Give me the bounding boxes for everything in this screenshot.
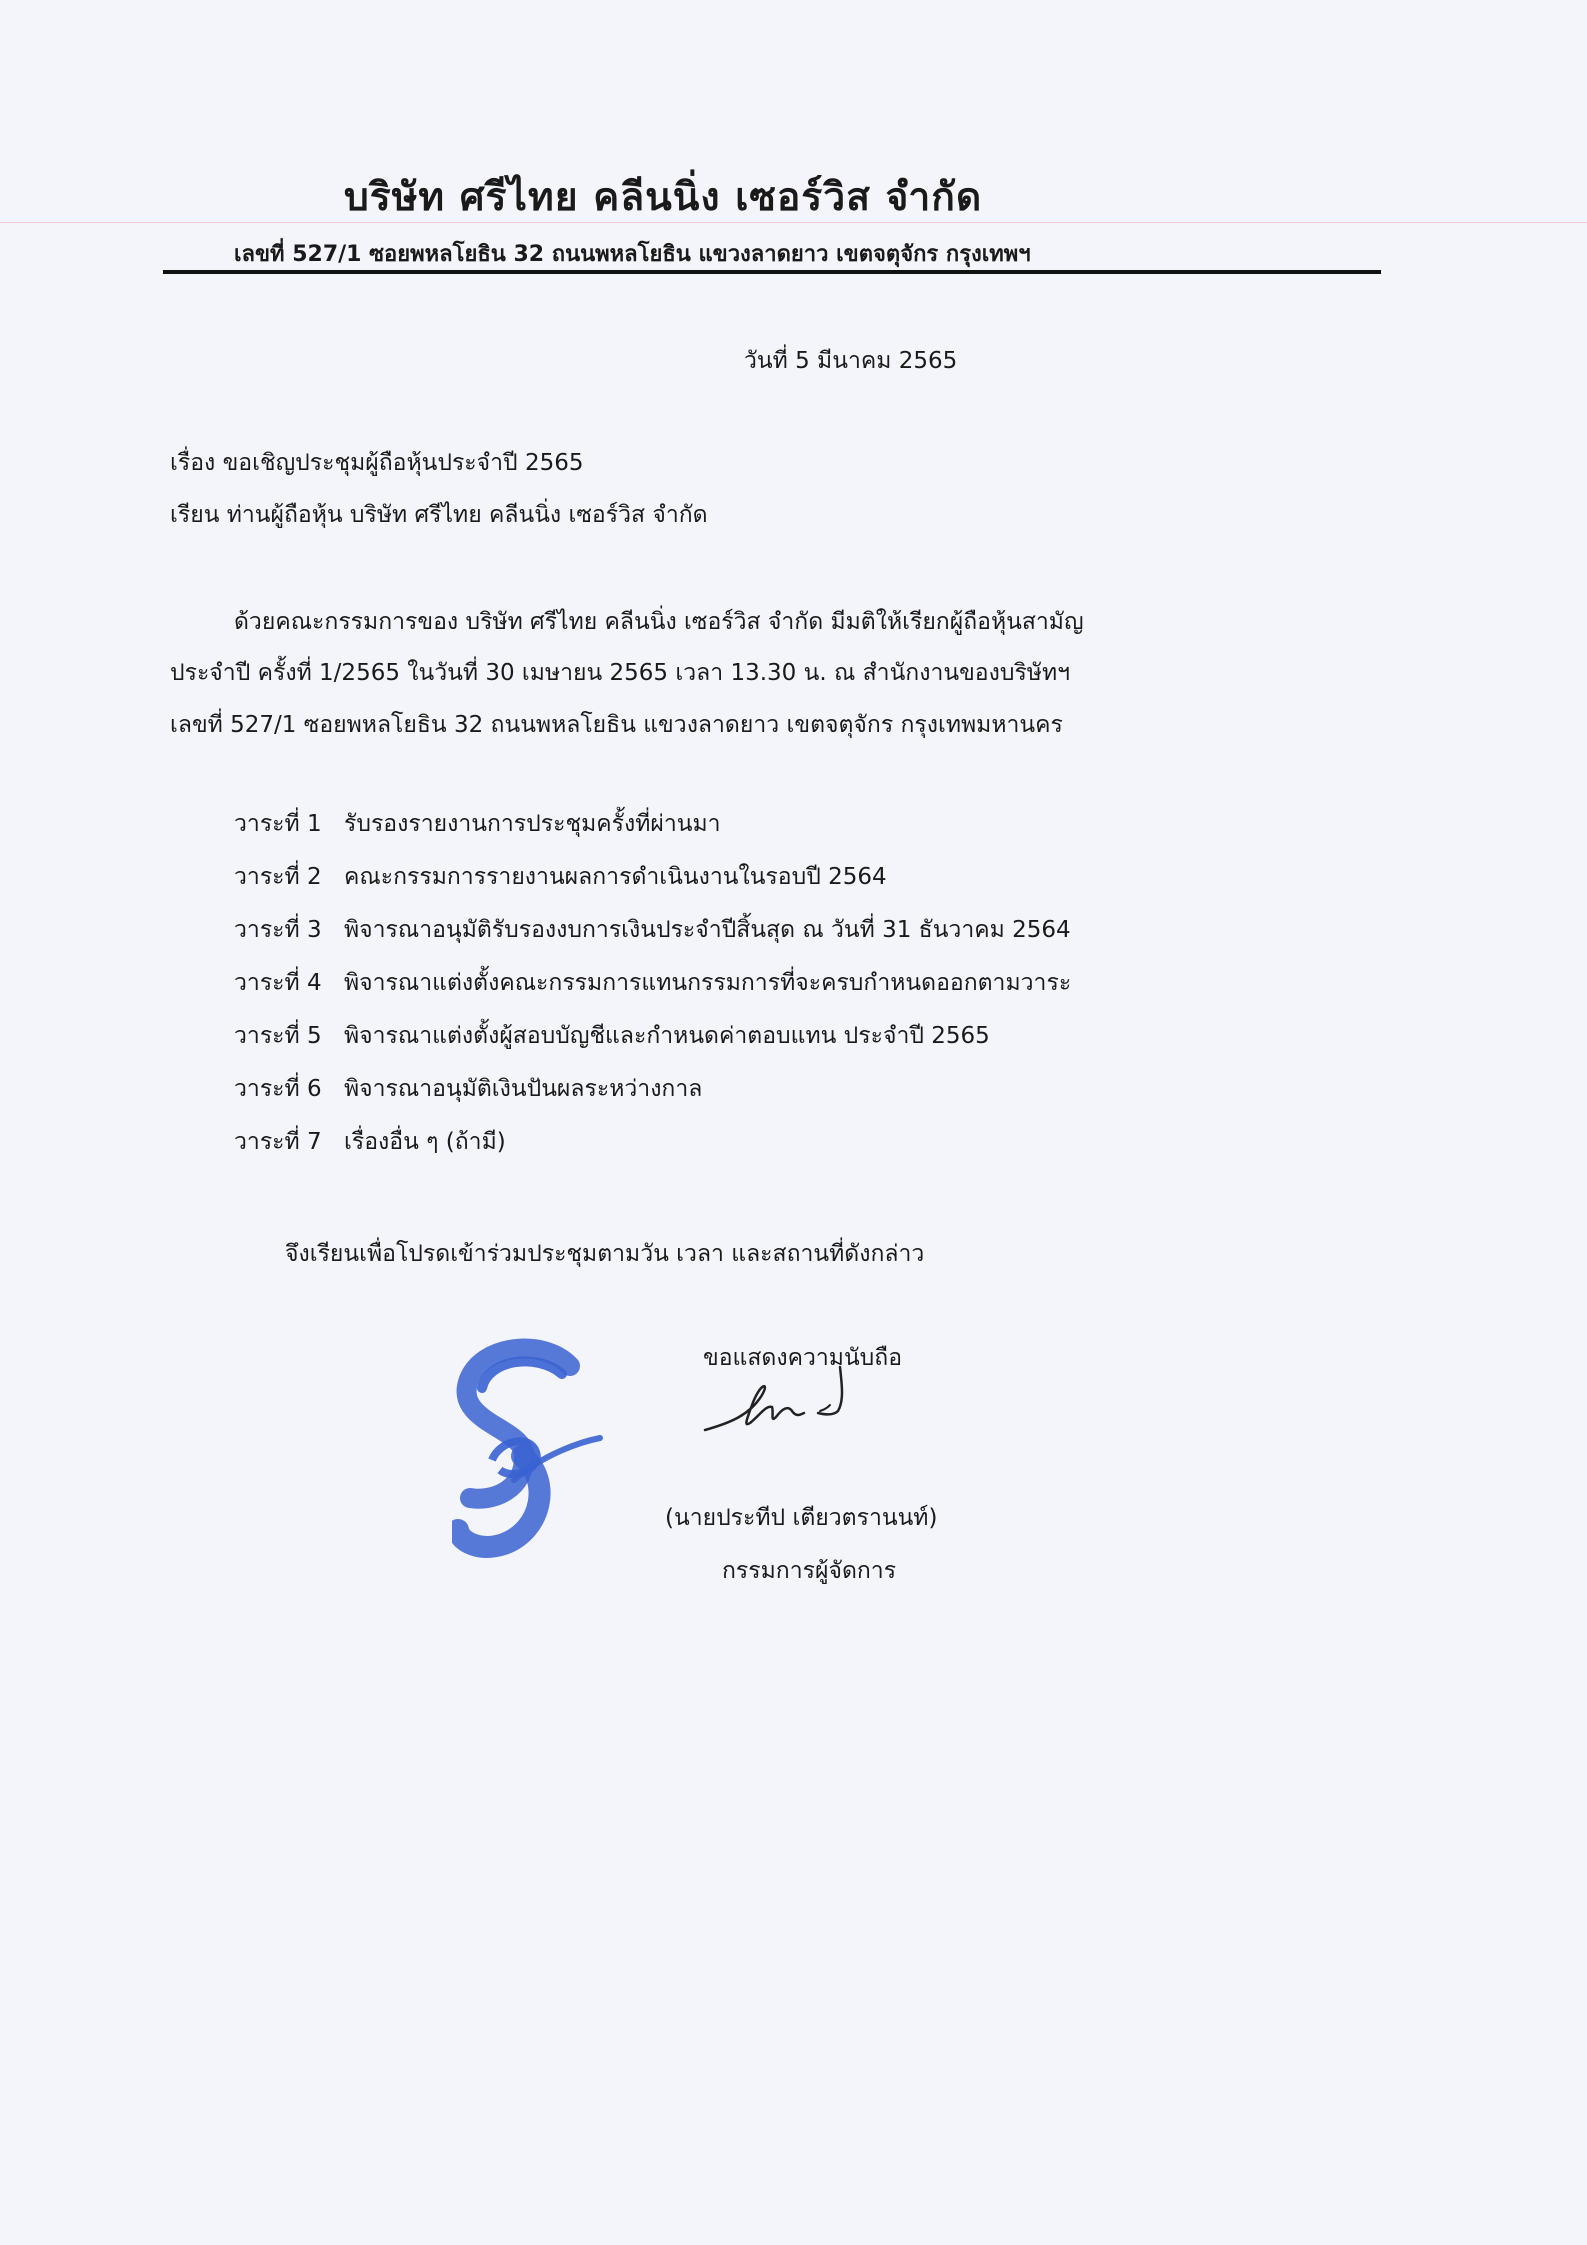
agenda-text: พิจารณาแต่งตั้งผู้สอบบัญชีและกำหนดค่าตอบแทน ประจำปี 2565: [344, 1023, 990, 1049]
agenda-item: [234, 1018, 1071, 1071]
agenda-number: วาระที่ 7: [234, 1129, 322, 1155]
agenda-item: [234, 806, 1071, 859]
letter-date: วันที่ 5 มีนาคม 2565: [744, 348, 958, 374]
letter-recipient: เรียน ท่านผู้ถือหุ้น บริษัท ศรีไทย คลีนนิ่ง เซอร์วิส จำกัด: [170, 502, 708, 528]
agenda-item: [234, 1071, 1071, 1124]
agenda-text: พิจารณาแต่งตั้งคณะกรรมการแทนกรรมการที่จะครบกำหนดออกตามวาระ: [344, 970, 1072, 996]
agenda-text: พิจารณาอนุมัติรับรองงบการเงินประจำปีสิ้นสุด ณ วันที่ 31 ธันวาคม 2564: [344, 917, 1071, 943]
agenda-number: วาระที่ 3: [234, 917, 322, 943]
signatory-name: (นายประทีป เตียวตรานนท์): [665, 1505, 938, 1531]
company-seal-icon: [452, 1330, 612, 1560]
regards-line: ขอแสดงความนับถือ: [703, 1345, 903, 1371]
agenda-text: เรื่องอื่น ๆ (ถ้ามี): [344, 1129, 506, 1155]
body-line-3: เลขที่ 527/1 ซอยพหลโยธิน 32 ถนนพหลโยธิน แขวงลาดยาว เขตจตุจักร กรุงเทพมหานคร: [170, 712, 1063, 738]
agenda-list: [234, 806, 1071, 1177]
agenda-text: รับรองรายงานการประชุมครั้งที่ผ่านมา: [344, 811, 721, 837]
agenda-number: วาระที่ 4: [234, 970, 322, 996]
body-line-1: ด้วยคณะกรรมการของ บริษัท ศรีไทย คลีนนิ่ง เซอร์วิส จำกัด มีมติให้เรียกผู้ถือหุ้นสามัญ: [234, 609, 1084, 635]
agenda-number: วาระที่ 1: [234, 811, 322, 837]
company-name: บริษัท ศรีไทย คลีนนิ่ง เซอร์วิส จำกัด: [344, 175, 983, 220]
agenda-item: [234, 965, 1071, 1018]
agenda-number: วาระที่ 5: [234, 1023, 322, 1049]
agenda-number: วาระที่ 2: [234, 864, 322, 890]
agenda-number: วาระที่ 6: [234, 1076, 322, 1102]
agenda-text: พิจารณาอนุมัติเงินปันผลระหว่างกาล: [344, 1076, 703, 1102]
agenda-item: [234, 859, 1071, 912]
handwritten-signature-icon: [700, 1365, 870, 1445]
letter-subject: เรื่อง ขอเชิญประชุมผู้ถือหุ้นประจำปี 2565: [170, 450, 584, 476]
agenda-item: [234, 912, 1071, 965]
body-line-2: ประจำปี ครั้งที่ 1/2565 ในวันที่ 30 เมษายน 2565 เวลา 13.30 น. ณ สำนักงานของบริษัทฯ: [170, 660, 1071, 686]
company-address: เลขที่ 527/1 ซอยพหลโยธิน 32 ถนนพหลโยธิน แขวงลาดยาว เขตจตุจักร กรุงเทพฯ: [234, 242, 1031, 267]
agenda-text: คณะกรรมการรายงานผลการดำเนินงานในรอบปี 2564: [344, 864, 887, 890]
signatory-title: กรรมการผู้จัดการ: [722, 1558, 897, 1584]
closing-line: จึงเรียนเพื่อโปรดเข้าร่วมประชุมตามวัน เวลา และสถานที่ดังกล่าว: [285, 1241, 925, 1267]
header-divider: [163, 270, 1381, 274]
agenda-item: [234, 1124, 1071, 1177]
